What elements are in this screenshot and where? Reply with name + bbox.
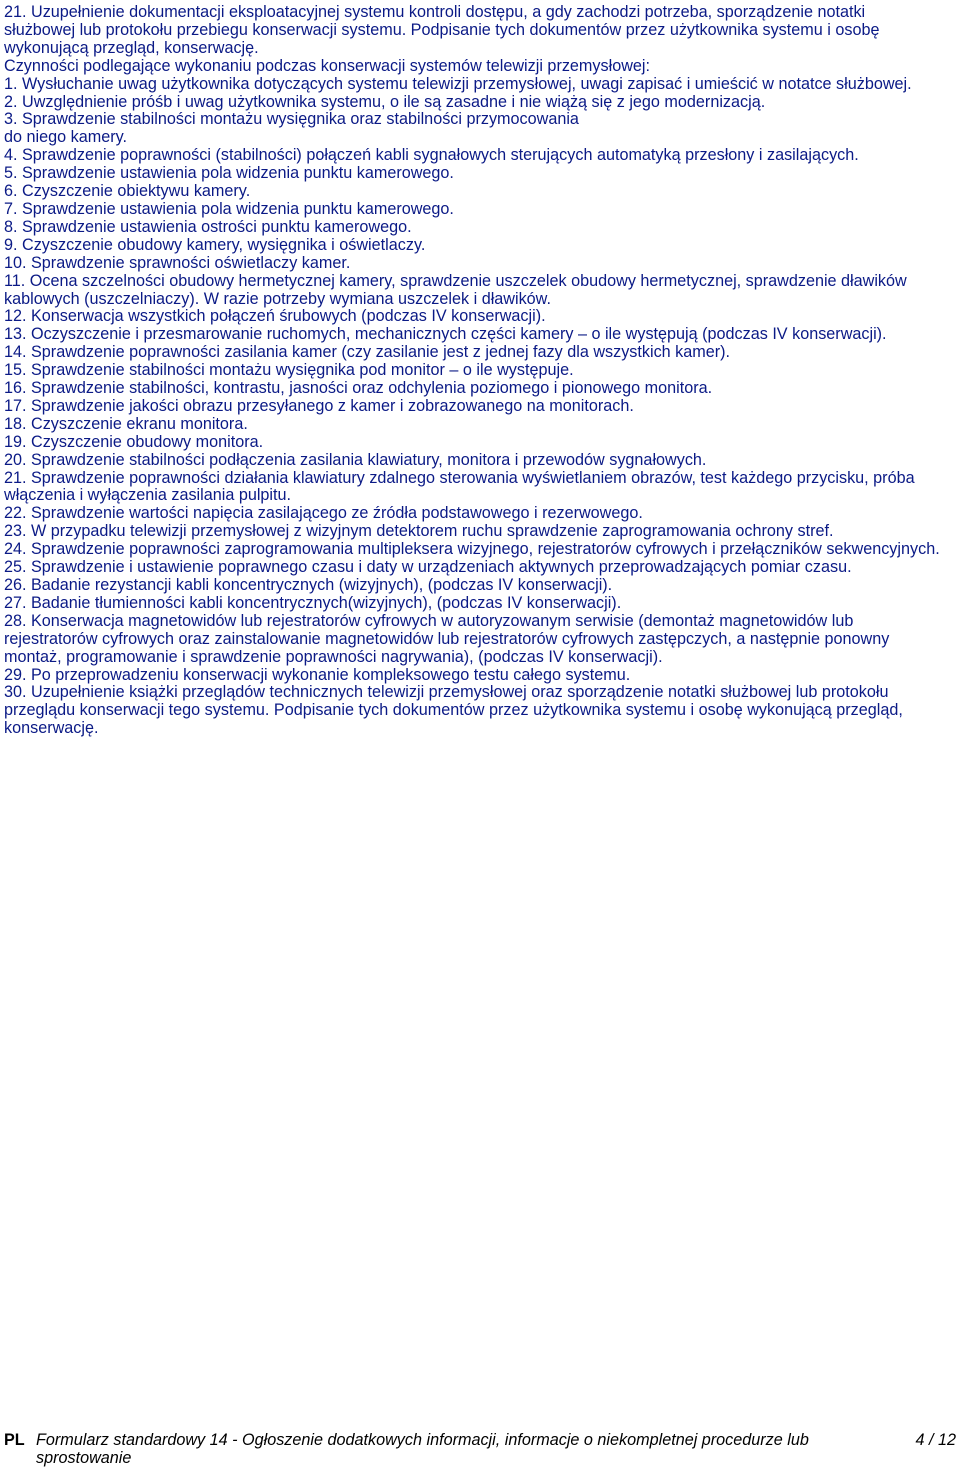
list-item: 16. Sprawdzenie stabilności, kontrastu, jasności oraz odchylenia poziomego i pionowego monitora.	[4, 379, 713, 398]
list-item: 5. Sprawdzenie ustawienia pola widzenia punktu kamerowego.	[4, 164, 454, 183]
list-item: 25. Sprawdzenie i ustawienie poprawnego czasu i daty w urządzeniach aktywnych przeprowadzających pomiar czasu.	[4, 558, 852, 577]
list-item: 30. Uzupełnienie książki przeglądów technicznych telewizji przemysłowej oraz sporządzenie notatki służbowej lub protokołu przeglądu konserwacji tego systemu. Podpisanie tych dokumentów przez użytkownika systemu i osobę wykonującą przegląd, konserwację.	[4, 683, 903, 738]
list-item: 14. Sprawdzenie poprawności zasilania kamer (czy zasilanie jest z jednej fazy dla wszystkich kamer).	[4, 343, 731, 362]
list-item: 12. Konserwacja wszystkich połączeń śrubowych (podczas IV konserwacji).	[4, 307, 546, 326]
page-number: 4 / 12	[915, 1431, 956, 1449]
list-item: 9. Czyszczenie obudowy kamery, wysięgnika i oświetlaczy.	[4, 235, 426, 254]
list-item: 6. Czyszczenie obiektywu kamery.	[4, 182, 251, 201]
list-item: 22. Sprawdzenie wartości napięcia zasilającego ze źródła podstawowego i rezerwowego.	[4, 504, 643, 523]
list-item: 29. Po przeprowadzeniu konserwacji wykonanie kompleksowego testu całego systemu.	[4, 665, 631, 684]
list-item: 10. Sprawdzenie sprawności oświetlaczy kamer.	[4, 253, 351, 272]
list-item: 4. Sprawdzenie poprawności (stabilności) połączeń kabli sygnałowych sterujących automatyką przesłony i zasilających.	[4, 146, 859, 165]
list-item: 15. Sprawdzenie stabilności montażu wysięgnika pod monitor – o ile występuje.	[4, 361, 574, 380]
list-item: 1. Wysłuchanie uwag użytkownika dotyczących systemu telewizji przemysłowej, uwagi zapisać i umieścić w notatce służbowej.	[4, 74, 912, 93]
list-item: 19. Czyszczenie obudowy monitora.	[4, 432, 264, 451]
paragraph: 21. Uzupełnienie dokumentacji eksploatacyjnej systemu kontroli dostępu, a gdy zachodzi potrzeba, sporządzenie notatki służbowej lub protokołu przebiegu konserwacji systemu. Podpisanie tych dokumentów przez użytkownika systemu i osobę wykonującą przegląd, konserwację.	[4, 3, 880, 57]
list-item: 23. W przypadku telewizji przemysłowej z wizyjnym detektorem ruchu sprawdzenie zaprogramowania ochrony stref.	[4, 522, 834, 541]
list-item: 24. Sprawdzenie poprawności zaprogramowania multipleksera wizyjnego, rejestratorów cyfrowych i przełączników sekwencyjnych.	[4, 540, 940, 559]
list-item: 18. Czyszczenie ekranu monitora.	[4, 414, 248, 433]
list-item: 2. Uwzględnienie próśb i uwag użytkownika systemu, o ile są zasadne i nie wiążą się z jego modernizacją.	[4, 92, 766, 111]
list-item: 20. Sprawdzenie stabilności podłączenia zasilania klawiatury, monitora i przewodów sygnałowych.	[4, 450, 707, 469]
list-item: 26. Badanie rezystancji kabli koncentrycznych (wizyjnych), (podczas IV konserwacji).	[4, 576, 613, 594]
list-item: 7. Sprawdzenie ustawienia pola widzenia punktu kamerowego.	[4, 199, 454, 218]
language-code: PL	[4, 1431, 25, 1449]
list-item: 21. Sprawdzenie poprawności działania klawiatury zdalnego sterowania wyświetlaniem obrazów, test każdego przycisku, próba włączenia i wyłączenia zasilania pulpitu.	[4, 468, 915, 505]
list-item: 28. Konserwacja magnetowidów lub rejestratorów cyfrowych w autoryzowanym serwisie (demontaż magnetowidów lub rejestratorów cyfrowych oraz zainstalowanie magnetowidów lub rejestratorów cyfrowych zastępczych, a następnie ponowny montaż, programowanie i sprawdzenie poprawności nagrywania), (podczas IV konserwacji).	[4, 611, 890, 666]
list-item: 11. Ocena szczelności obudowy hermetycznej kamery, sprawdzenie uszczelek obudowy hermetycznej, sprawdzenie dławików kablowych (uszczelniaczy). W razie potrzeby wymiana uszczelek i dławików.	[4, 271, 907, 308]
list-item-continuation: do niego kamery.	[4, 128, 127, 147]
list-item: 3. Sprawdzenie stabilności montażu wysięgnika oraz stabilności przymocowania	[4, 110, 579, 129]
list-item: 27. Badanie tłumienności kabli koncentrycznych(wizyjnych), (podczas IV konserwacji).	[4, 593, 622, 612]
list-item: 17. Sprawdzenie jakości obrazu przesyłanego z kamer i zobrazowanego na monitorach.	[4, 396, 634, 415]
list-item: 8. Sprawdzenie ustawienia ostrości punktu kamerowego.	[4, 217, 412, 236]
section-heading: Czynności podlegające wykonaniu podczas konserwacji systemów telewizji przemysłowej:	[4, 56, 650, 75]
document-body	[4, 4, 940, 738]
list-item: 13. Oczyszczenie i przesmarowanie ruchomych, mechanicznych części kamery – o ile występują (podczas IV konserwacji).	[4, 325, 887, 344]
form-title: Formularz standardowy 14 - Ogłoszenie dodatkowych informacji, informacje o niekompletnej procedurze lub sprostowanie	[36, 1431, 809, 1467]
